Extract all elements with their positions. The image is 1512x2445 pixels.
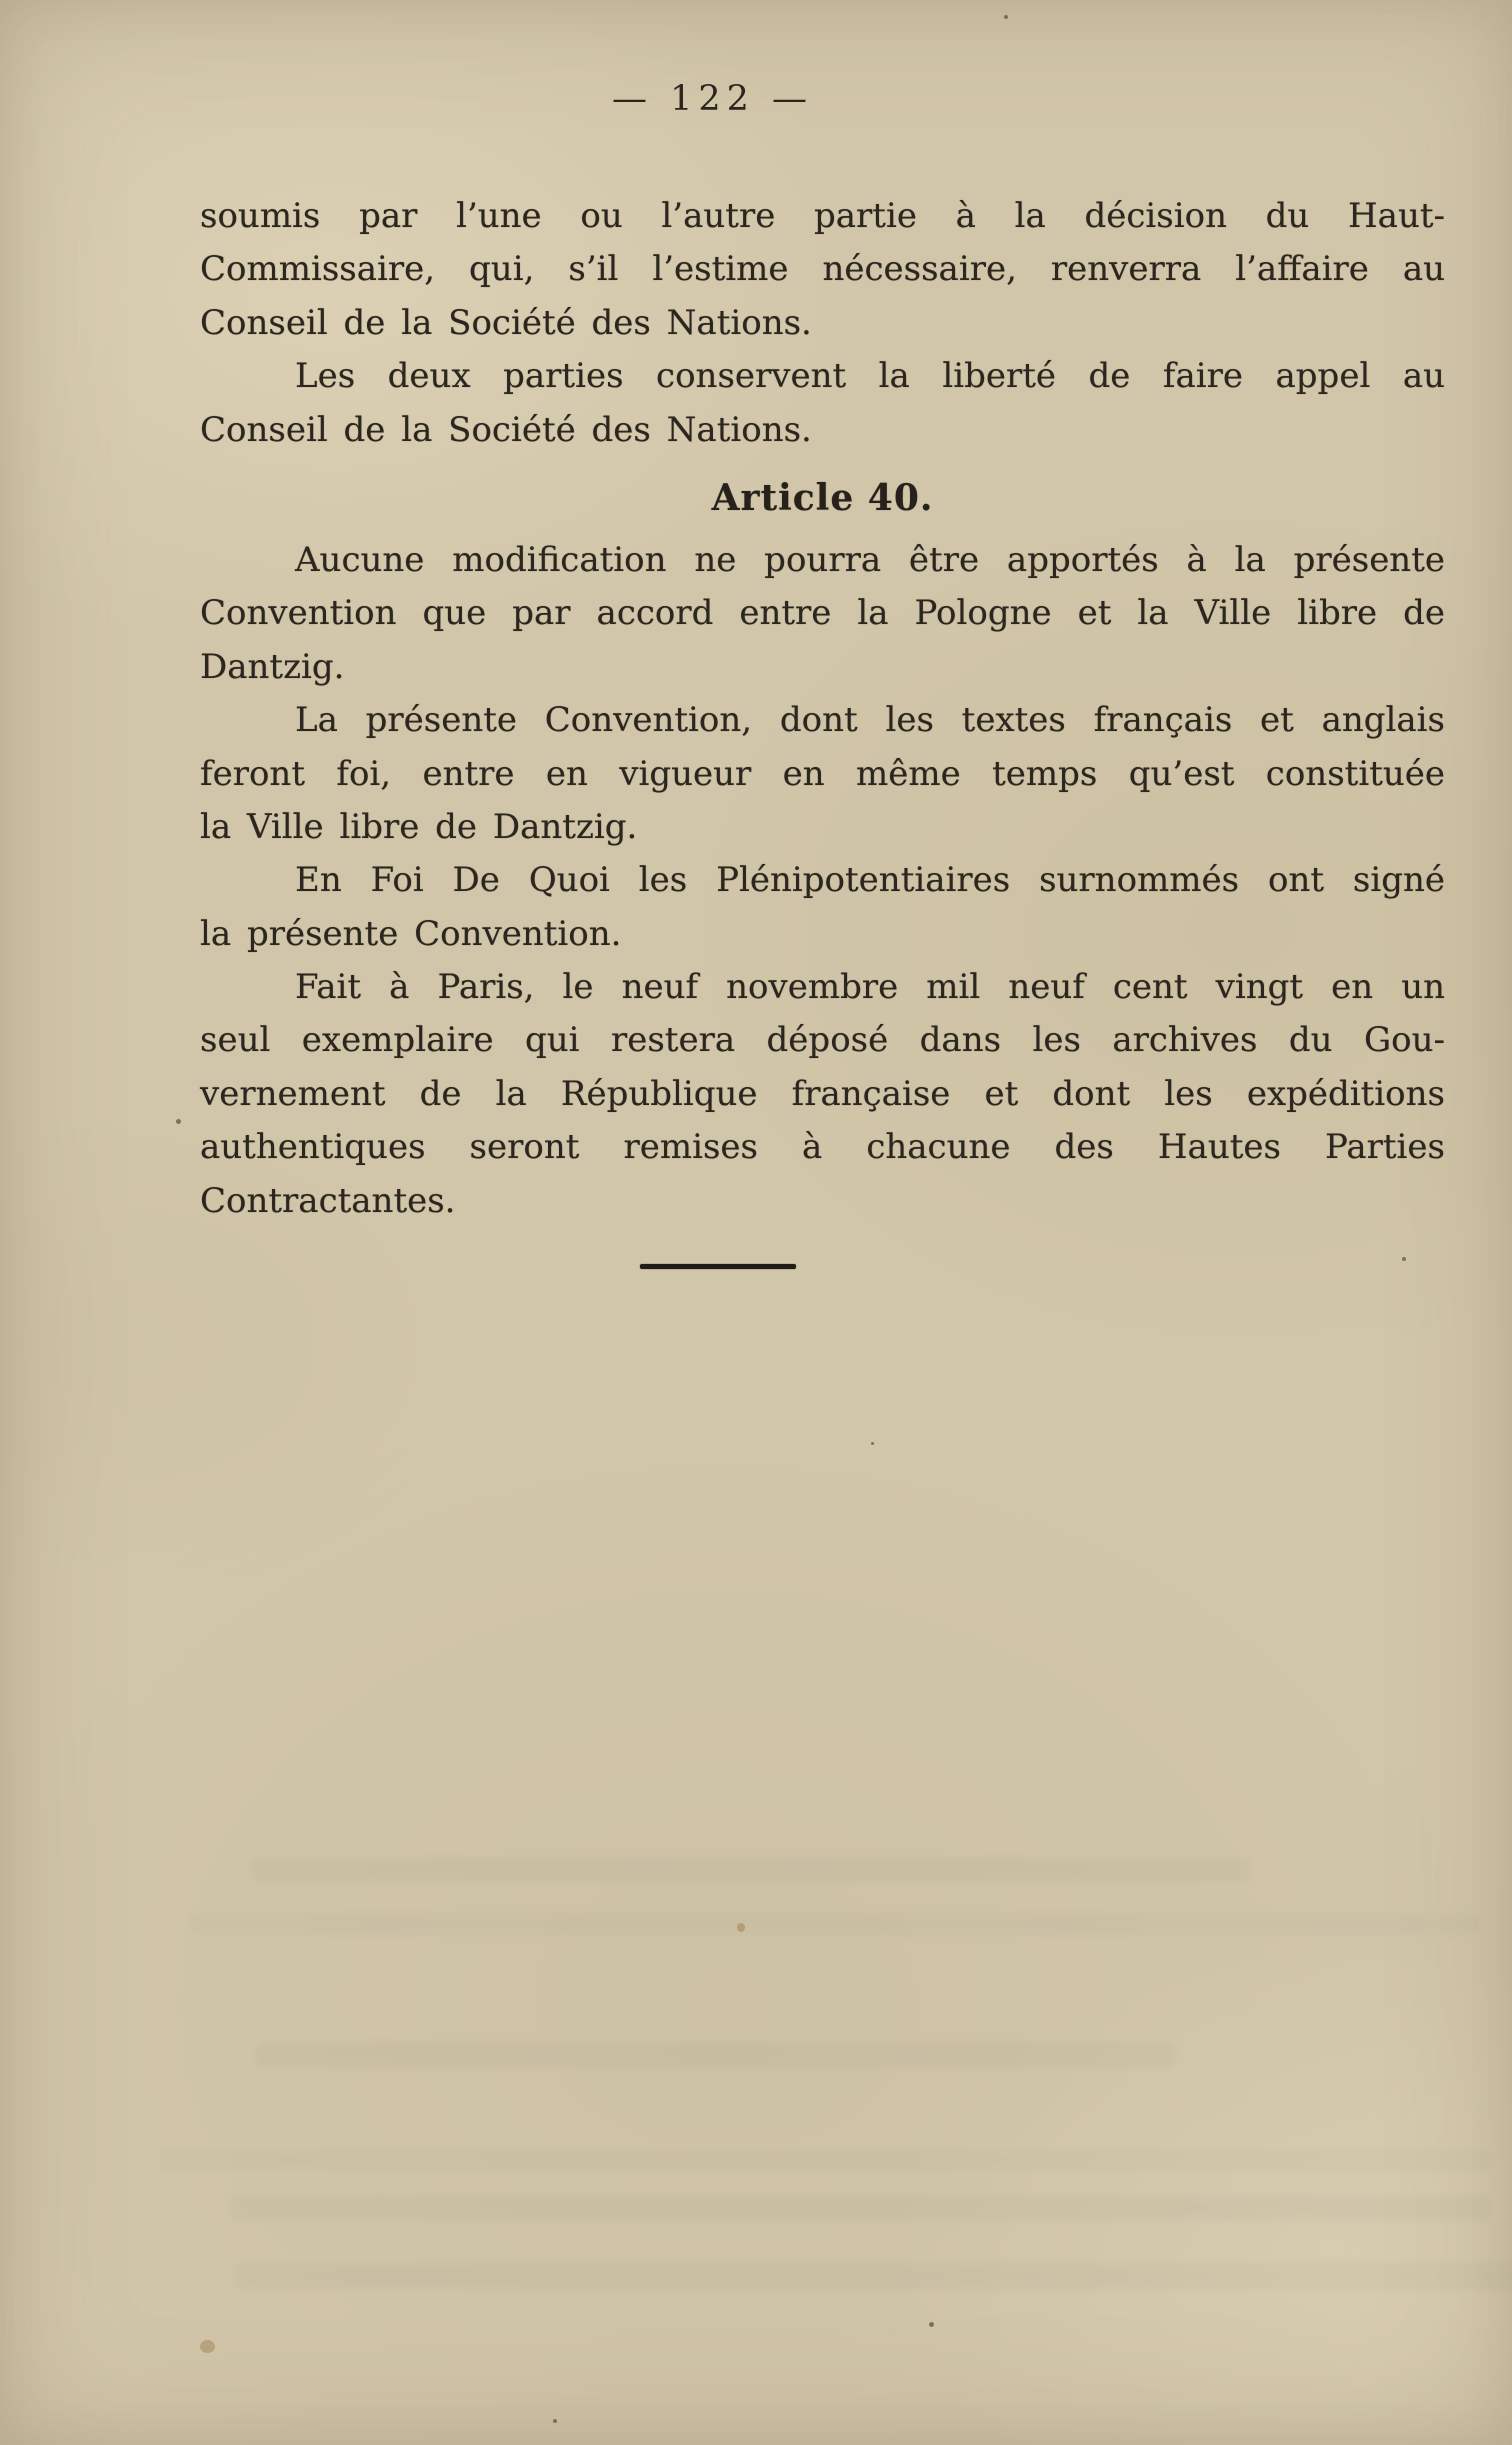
text-line: La présente Convention, dont les textes français et anglais [295,700,1445,741]
paragraph [200,694,1445,854]
paragraph [200,350,1445,457]
text-line: Fait à Paris, le neuf novembre mil neuf cent vingt en un [295,967,1445,1008]
ghost-text-bleed [230,2196,1490,2220]
page-number: — 122 — [611,79,814,119]
paragraph [200,534,1445,694]
text-line: Convention que par accord entre la Pologne et la Ville libre de [200,593,1445,634]
ghost-text-bleed [160,2150,1490,2170]
text-line: Conseil de la Société des Nations. [200,409,812,450]
text-line: la présente Convention. [200,913,622,954]
ghost-text-bleed [250,1858,1250,1882]
text-line: authentiques seront remises à chacune des Hautes Parties [200,1127,1445,1168]
text-line: En Foi De Quoi les Plénipotentiaires surnommés ont signé [295,860,1445,901]
paper-speck [176,1119,181,1124]
paper-speck [1402,1257,1406,1261]
text-line: Dantzig. [200,646,345,687]
text-line: Contractantes. [200,1180,456,1221]
text-line: Les deux parties conservent la liberté de faire appel au [295,356,1445,397]
text-line: Aucune modification ne pourra être apportés à la présente [295,539,1445,580]
paragraph [200,961,1445,1228]
text-line: vernement de la République française et dont les expéditions [200,1073,1445,1114]
paper-speck [871,1442,874,1445]
text-line: Commissaire, qui, s’il l’estime nécessaire, renverra l’affaire au [200,249,1445,290]
paragraph [200,190,1445,350]
paper-speck [929,2322,934,2327]
paper-speck [737,1923,745,1932]
text-line: feront foi, entre en vigueur en même temps qu’est constituée [200,753,1445,794]
paper-speck [553,2419,557,2423]
article-heading: Article 40. [711,476,934,519]
ghost-text-bleed [190,1913,1480,1935]
section-end-rule [640,1264,796,1269]
text-line: Conseil de la Société des Nations. [200,302,812,343]
text-line: soumis par l’une ou l’autre partie à la décision du Haut- [200,196,1445,236]
text-line: seul exemplaire qui restera déposé dans les archives du Gou- [200,1020,1445,1061]
body-text-block [200,190,1445,1228]
ghost-text-bleed [255,2042,1175,2068]
paragraph [200,854,1445,961]
text-line: la Ville libre de Dantzig. [200,806,638,847]
paper-speck [200,2340,215,2353]
ghost-text-bleed [235,2262,1512,2290]
paper-speck [1004,15,1008,19]
